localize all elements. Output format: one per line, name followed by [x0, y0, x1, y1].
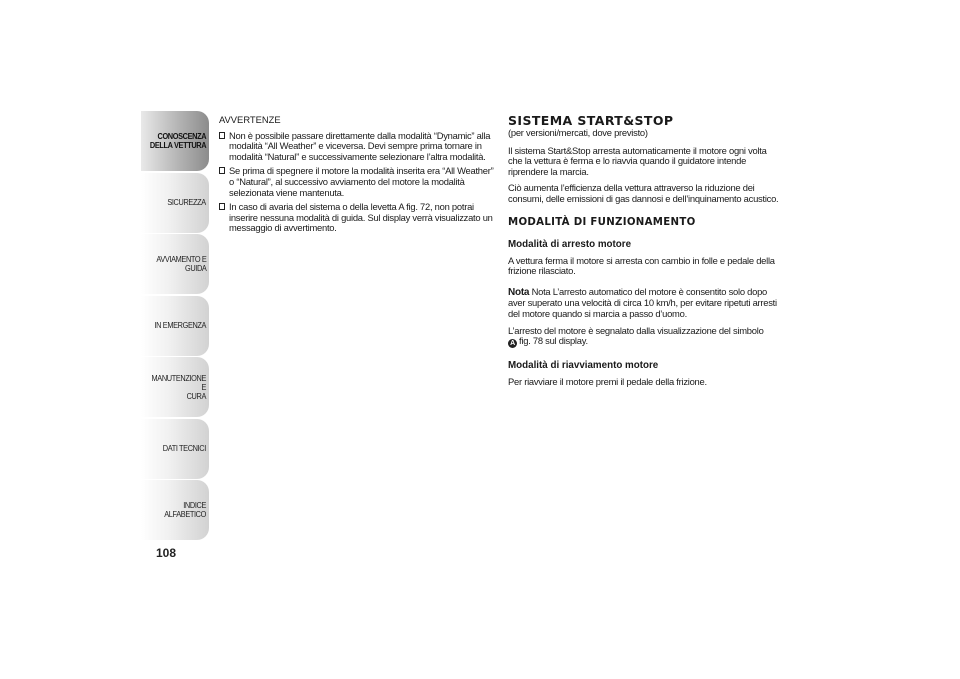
tab-label: SICUREZZA	[167, 198, 206, 207]
stop-mode-heading: Modalità di arresto motore	[508, 238, 632, 250]
signal-suffix: fig. 78 sul display.	[519, 335, 588, 347]
start-stop-symbol-icon: A	[508, 339, 517, 348]
checkbox-bullet-icon	[219, 132, 225, 139]
note-label: Nota	[508, 286, 530, 298]
warnings-list	[219, 131, 494, 234]
tab-avviamento-e-guida[interactable]	[141, 234, 209, 294]
list-item	[219, 202, 494, 234]
tab-label: INDICE ALFABETICO	[164, 501, 206, 519]
tab-label: AVVIAMENTO E GUIDA	[155, 255, 206, 273]
list-item-text: In caso di avaria del sistema o della levetta A fig. 72, non potrai inserire nessuna modalità di guida. Sul display verrà visualizzato un messaggio di avvertimento.	[229, 201, 493, 234]
checkbox-bullet-icon	[219, 203, 225, 210]
tab-label: IN EMERGENZA	[154, 321, 206, 330]
list-item	[219, 166, 494, 198]
tab-in-emergenza[interactable]	[141, 296, 209, 356]
start-stop-column	[508, 114, 783, 394]
tab-label: CONOSCENZA DELLA VETTURA	[149, 132, 206, 150]
signal-text: L’arresto del motore è segnalato dalla visualizzazione del simbolo	[508, 324, 764, 336]
note-paragraph	[508, 287, 783, 320]
tab-sicurezza[interactable]	[141, 173, 209, 233]
checkbox-bullet-icon	[219, 167, 225, 174]
signal-paragraph	[508, 326, 783, 349]
stop-mode-text: A vettura ferma il motore si arresta con cambio in folle e pedale della frizione rilasciato.	[508, 254, 775, 277]
tab-label: DATI TECNICI	[162, 444, 206, 453]
restart-mode-text: Per riavviare il motore premi il pedale della frizione.	[508, 376, 707, 388]
warnings-title: AVVERTENZE	[219, 114, 281, 125]
list-item-text: Non è possibile passare direttamente dalla modalità “Dynamic” alla modalità “All Weather” e viceversa. Devi sempre prima tornare in modalità “Natural” e successivamente selezionare l’altra modalità.	[229, 129, 491, 162]
list-item	[219, 131, 494, 163]
tab-dati-tecnici[interactable]	[141, 419, 209, 479]
intro-paragraph: Il sistema Start&Stop arresta automaticamente il motore ogni volta che la vettura è ferma e lo riavvia quando il guidatore intende riprendere la marcia.	[508, 144, 767, 177]
tab-manutenzione-e-cura[interactable]	[141, 357, 209, 417]
section-heading: MODALITÀ DI FUNZIONAMENTO	[508, 216, 696, 228]
warnings-column	[219, 115, 494, 238]
restart-mode-heading: Modalità di riavviamento motore	[508, 360, 659, 372]
page-number: 108	[156, 546, 177, 560]
page-title: SISTEMA START&STOP	[508, 113, 674, 128]
tab-conoscenza-della-vettura[interactable]	[141, 111, 209, 171]
intro-paragraph: Ciò aumenta l’efficienza della vettura attraverso la riduzione dei consumi, delle emissioni di gas dannosi e dell’inquinamento acustico.	[508, 182, 779, 204]
section-subtitle: (per versioni/mercati, dove previsto)	[508, 127, 648, 138]
tab-label: MANUTENZIONE E CURA	[151, 373, 206, 401]
chapter-sidebar	[141, 111, 209, 542]
note-text: Nota L’arresto automatico del motore è consentito solo dopo aver superato una velocità di circa 10 km/h, per evitare ripetuti arresti del motore quando si marcia a passo d’uomo.	[508, 285, 777, 319]
list-item-text: Se prima di spegnere il motore la modalità inserita era “All Weather” o “Natural”, al successivo avviamento del motore la modalità selezionata viene mantenuta.	[229, 165, 494, 198]
tab-indice-alfabetico[interactable]	[141, 480, 209, 540]
